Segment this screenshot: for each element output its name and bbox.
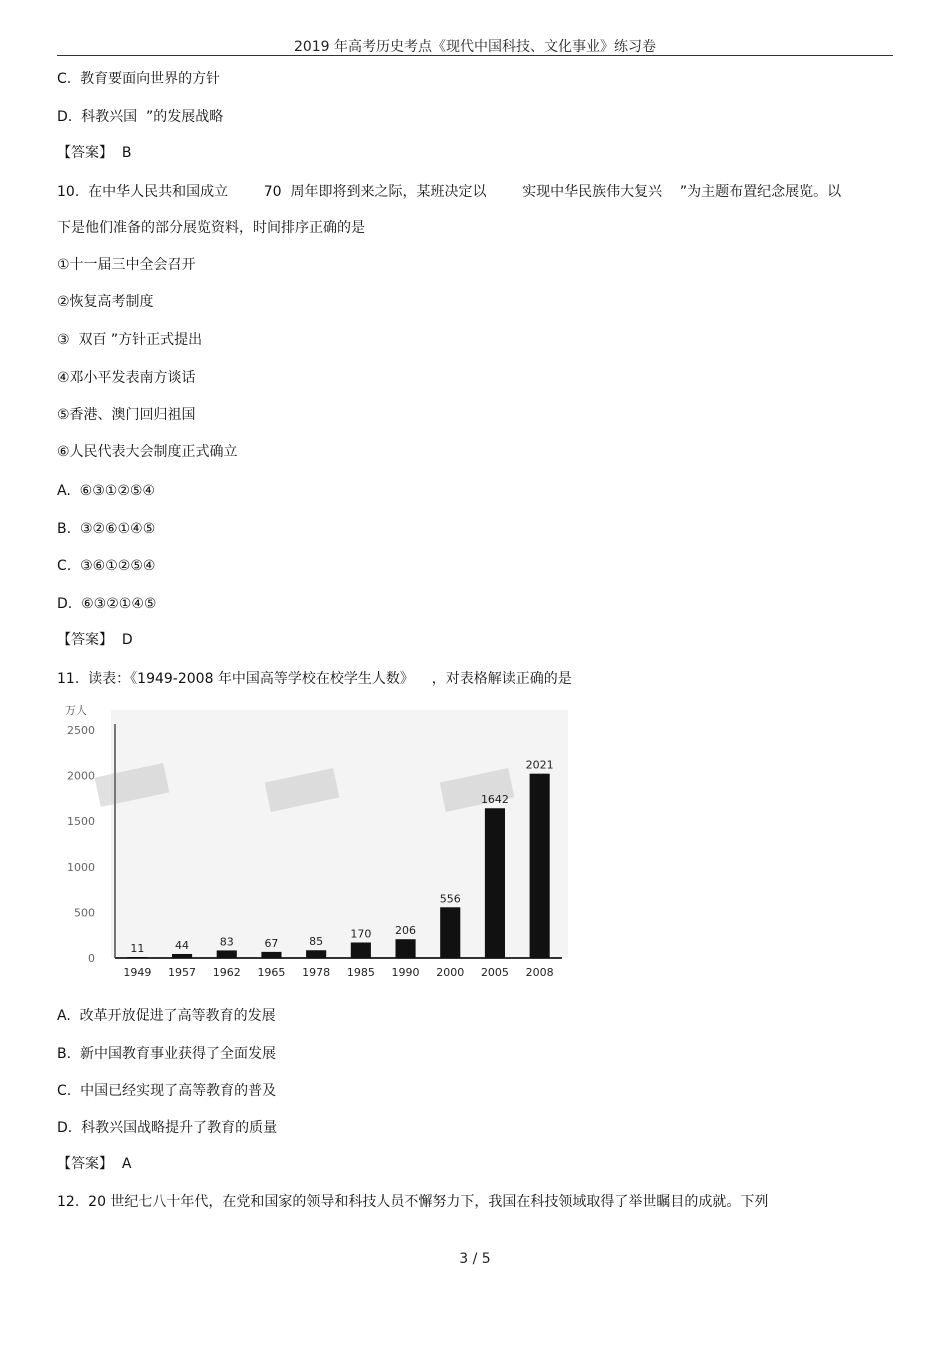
q9-answer: 【答案】 B — [57, 145, 132, 161]
q10-stem-1: 10. 在中华人民共和国成立 70 周年即将到来之际，某班决定以 实现中华民族伟大复兴 ”为主题布置纪念展览。以 — [57, 184, 842, 200]
q10-option-b: B. ③②⑥①④⑤ — [57, 521, 156, 537]
y-tick-label-2500: 2500 — [67, 724, 95, 737]
x-tick-label-1965: 1965 — [257, 966, 286, 979]
data-label-1962: 83 — [219, 935, 234, 949]
y-tick-label-2000: 2000 — [67, 769, 95, 783]
data-label-1957: 44 — [175, 938, 190, 952]
data-label-2005: 1642 — [480, 793, 509, 807]
bar-1965 — [261, 952, 281, 958]
x-tick-label-1990: 1990 — [391, 966, 420, 979]
y-tick-label-500: 500 — [74, 906, 95, 920]
q10-option-c: C. ③⑥①②⑤④ — [57, 558, 156, 574]
data-label-2008: 2021 — [525, 758, 554, 772]
enrollment-bar-chart — [57, 700, 577, 990]
y-axis-label: 万人 — [65, 704, 87, 717]
bar-1985 — [351, 942, 371, 958]
bar-2005 — [485, 808, 505, 958]
q12-stem: 12. 20 世纪七八十年代，在党和国家的领导和科技人员不懈努力下，我国在科技领域取得了举世瞩目的成就。下列 — [57, 1194, 769, 1210]
q10-item-6: ⑥人民代表大会制度正式确立 — [57, 444, 238, 460]
y-tick-label-1000: 1000 — [67, 860, 95, 874]
x-tick-label-2000: 2000 — [436, 966, 465, 979]
data-label-1978: 85 — [309, 935, 324, 949]
q9-option-c: C. 教育要面向世界的方针 — [57, 71, 221, 87]
x-tick-label-1962: 1962 — [212, 966, 241, 979]
bar-1949 — [127, 957, 147, 958]
q9-option-d: D. 科教兴国 ”的发展战略 — [57, 109, 224, 125]
y-tick-label-1500: 1500 — [67, 815, 95, 829]
bar-1962 — [217, 950, 237, 958]
q11-option-c: C. 中国已经实现了高等教育的普及 — [57, 1083, 277, 1099]
q11-answer: 【答案】 A — [57, 1156, 132, 1172]
q10-item-4: ④邓小平发表南方谈话 — [57, 370, 196, 386]
q10-item-5: ⑤香港、澳门回归祖国 — [57, 407, 196, 423]
page-header: 2019 年高考历史考点《现代中国科技、文化事业》练习卷 — [293, 39, 657, 55]
page-number: 3 / 5 — [459, 1251, 491, 1267]
y-tick-label-0: 0 — [88, 952, 95, 965]
x-tick-label-2005: 2005 — [480, 966, 509, 979]
q10-stem-2: 下是他们准备的部分展览资料，时间排序正确的是 — [57, 220, 365, 236]
q11-option-a: A. 改革开放促进了高等教育的发展 — [57, 1008, 276, 1024]
bar-2008 — [530, 774, 550, 958]
q10-item-3: ③ 双百 ”方针正式提出 — [57, 332, 203, 348]
q10-item-1: ①十一届三中全会召开 — [57, 257, 196, 273]
x-tick-label-1978: 1978 — [302, 966, 331, 979]
q10-option-a: A. ⑥③①②⑤④ — [57, 483, 155, 499]
header-rule — [57, 55, 893, 56]
q11-option-d: D. 科教兴国战略提升了教育的质量 — [57, 1120, 278, 1136]
data-label-1985: 170 — [350, 927, 372, 941]
q10-answer: 【答案】 D — [57, 632, 133, 648]
bar-1978 — [306, 950, 326, 958]
q11-stem: 11. 读表：《1949-2008 年中国高等学校在校学生人数》 ，对表格解读正确的是 — [57, 671, 572, 687]
bar-2000 — [440, 907, 460, 958]
q10-option-d: D. ⑥③②①④⑤ — [57, 596, 157, 612]
data-label-1965: 67 — [264, 936, 279, 950]
bar-1990 — [395, 939, 415, 958]
x-tick-label-1949: 1949 — [123, 966, 152, 979]
data-label-2000: 556 — [439, 892, 461, 906]
q10-item-2: ②恢复高考制度 — [57, 294, 154, 310]
data-label-1990: 206 — [395, 924, 417, 938]
x-tick-label-2008: 2008 — [525, 966, 554, 979]
bar-1957 — [172, 954, 192, 958]
q11-option-b: B. 新中国教育事业获得了全面发展 — [57, 1046, 276, 1062]
x-tick-label-1957: 1957 — [168, 966, 197, 979]
x-tick-label-1985: 1985 — [346, 966, 375, 979]
chart-svg — [57, 700, 577, 990]
data-label-1949: 11 — [130, 941, 145, 955]
